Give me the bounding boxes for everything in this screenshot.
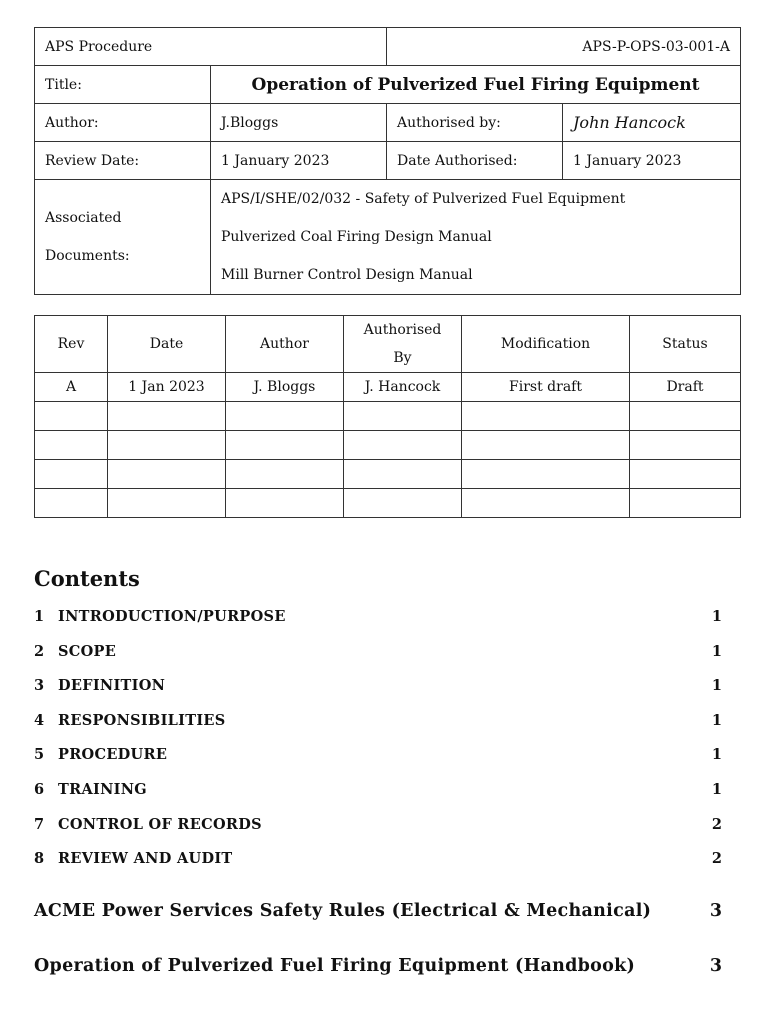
associated-documents-label xyxy=(35,180,211,295)
toc-page: 3 xyxy=(709,956,722,976)
associated-label-line-1: Associated xyxy=(45,210,122,226)
column-header-line: By xyxy=(393,350,412,366)
table-cell xyxy=(344,460,462,489)
date-authorised-value: 1 January 2023 xyxy=(563,142,741,180)
associated-label-line-2: Documents: xyxy=(45,248,130,264)
toc-page: 2 xyxy=(711,815,722,833)
table-cell xyxy=(226,460,344,489)
column-header: Author xyxy=(226,316,344,373)
table-cell: Draft xyxy=(630,373,741,402)
column-header xyxy=(344,316,462,373)
document-number: APS-P-OPS-03-001-A xyxy=(387,28,741,66)
toc-number: 1 xyxy=(34,607,45,625)
authorised-by-label: Authorised by: xyxy=(387,104,563,142)
table-cell: J. Hancock xyxy=(344,373,462,402)
toc-page: 1 xyxy=(711,745,722,763)
column-header: Date xyxy=(108,316,226,373)
author-label: Author: xyxy=(35,104,211,142)
toc-section-entry[interactable] xyxy=(34,900,722,922)
table-cell xyxy=(462,460,630,489)
toc-page: 1 xyxy=(711,676,722,694)
table-cell xyxy=(108,460,226,489)
column-header: Status xyxy=(630,316,741,373)
toc-label: RESPONSIBILITIES xyxy=(58,711,226,729)
table-row xyxy=(35,402,741,431)
toc-entry[interactable] xyxy=(34,605,722,627)
toc-section-entry[interactable] xyxy=(34,955,722,977)
table-cell xyxy=(462,489,630,518)
toc-page: 1 xyxy=(711,780,722,798)
table-row xyxy=(35,431,741,460)
toc-section-label: ACME Power Services Safety Rules (Electrical & Mechanical) xyxy=(34,901,652,921)
table-cell xyxy=(226,489,344,518)
table-cell xyxy=(108,489,226,518)
toc-entry[interactable] xyxy=(34,640,722,662)
table-cell xyxy=(344,489,462,518)
table-cell xyxy=(35,431,108,460)
date-authorised-label: Date Authorised: xyxy=(387,142,563,180)
table-row xyxy=(35,460,741,489)
table-cell xyxy=(226,431,344,460)
toc-number: 2 xyxy=(34,642,45,660)
table-cell xyxy=(35,402,108,431)
procedure-label: APS Procedure xyxy=(35,28,387,66)
toc-entry[interactable] xyxy=(34,778,722,800)
associated-doc: Mill Burner Control Design Manual xyxy=(221,267,473,283)
column-header-line: Authorised xyxy=(363,322,442,338)
contents-heading: Contents xyxy=(34,566,140,591)
toc-label: REVIEW AND AUDIT xyxy=(58,849,233,867)
title-label: Title: xyxy=(35,66,211,104)
table-cell xyxy=(630,431,741,460)
table-cell xyxy=(344,431,462,460)
toc-label: DEFINITION xyxy=(58,676,166,694)
author-value: J.Bloggs xyxy=(211,104,387,142)
toc-page: 2 xyxy=(711,849,722,867)
table-cell xyxy=(226,402,344,431)
toc-page: 1 xyxy=(711,711,722,729)
table-cell: 1 Jan 2023 xyxy=(108,373,226,402)
document-header-table xyxy=(34,27,741,295)
toc-label: TRAINING xyxy=(58,780,147,798)
toc-number: 3 xyxy=(34,676,45,694)
toc-entry[interactable] xyxy=(34,847,722,869)
review-date-label: Review Date: xyxy=(35,142,211,180)
table-cell xyxy=(35,489,108,518)
table-cell xyxy=(630,460,741,489)
toc-section-label: Operation of Pulverized Fuel Firing Equipment (Handbook) xyxy=(34,956,636,976)
table-cell xyxy=(35,460,108,489)
table-row xyxy=(35,489,741,518)
document-title: Operation of Pulverized Fuel Firing Equipment xyxy=(211,66,741,104)
toc-number: 6 xyxy=(34,780,45,798)
table-cell xyxy=(462,402,630,431)
column-header: Rev xyxy=(35,316,108,373)
review-date-value: 1 January 2023 xyxy=(211,142,387,180)
table-row xyxy=(35,373,741,402)
toc-entry[interactable] xyxy=(34,709,722,731)
column-header: Modification xyxy=(462,316,630,373)
associated-doc: Pulverized Coal Firing Design Manual xyxy=(221,229,492,245)
table-cell xyxy=(108,402,226,431)
associated-doc: APS/I/SHE/02/032 - Safety of Pulverized Fuel Equipment xyxy=(221,191,626,207)
toc-page: 1 xyxy=(711,642,722,660)
signature-cell xyxy=(563,104,741,142)
toc-label: PROCEDURE xyxy=(58,745,168,763)
table-cell xyxy=(630,402,741,431)
toc-number: 4 xyxy=(34,711,45,729)
table-cell xyxy=(344,402,462,431)
toc-label: SCOPE xyxy=(58,642,117,660)
table-cell: A xyxy=(35,373,108,402)
associated-documents-list xyxy=(211,180,741,295)
table-cell: J. Bloggs xyxy=(226,373,344,402)
table-cell xyxy=(630,489,741,518)
toc-number: 8 xyxy=(34,849,45,867)
toc-number: 5 xyxy=(34,745,45,763)
signature: John Hancock xyxy=(573,113,686,132)
toc-number: 7 xyxy=(34,815,45,833)
table-cell xyxy=(108,431,226,460)
revision-header-row xyxy=(35,316,741,373)
toc-entry[interactable] xyxy=(34,813,722,835)
toc-label: INTRODUCTION/PURPOSE xyxy=(58,607,286,625)
toc-label: CONTROL OF RECORDS xyxy=(58,815,262,833)
table-cell: First draft xyxy=(462,373,630,402)
toc-entry[interactable] xyxy=(34,674,722,696)
toc-entry[interactable] xyxy=(34,743,722,765)
table-cell xyxy=(462,431,630,460)
toc-page: 1 xyxy=(711,607,722,625)
revision-history-table xyxy=(34,315,741,518)
toc-page: 3 xyxy=(709,901,722,921)
